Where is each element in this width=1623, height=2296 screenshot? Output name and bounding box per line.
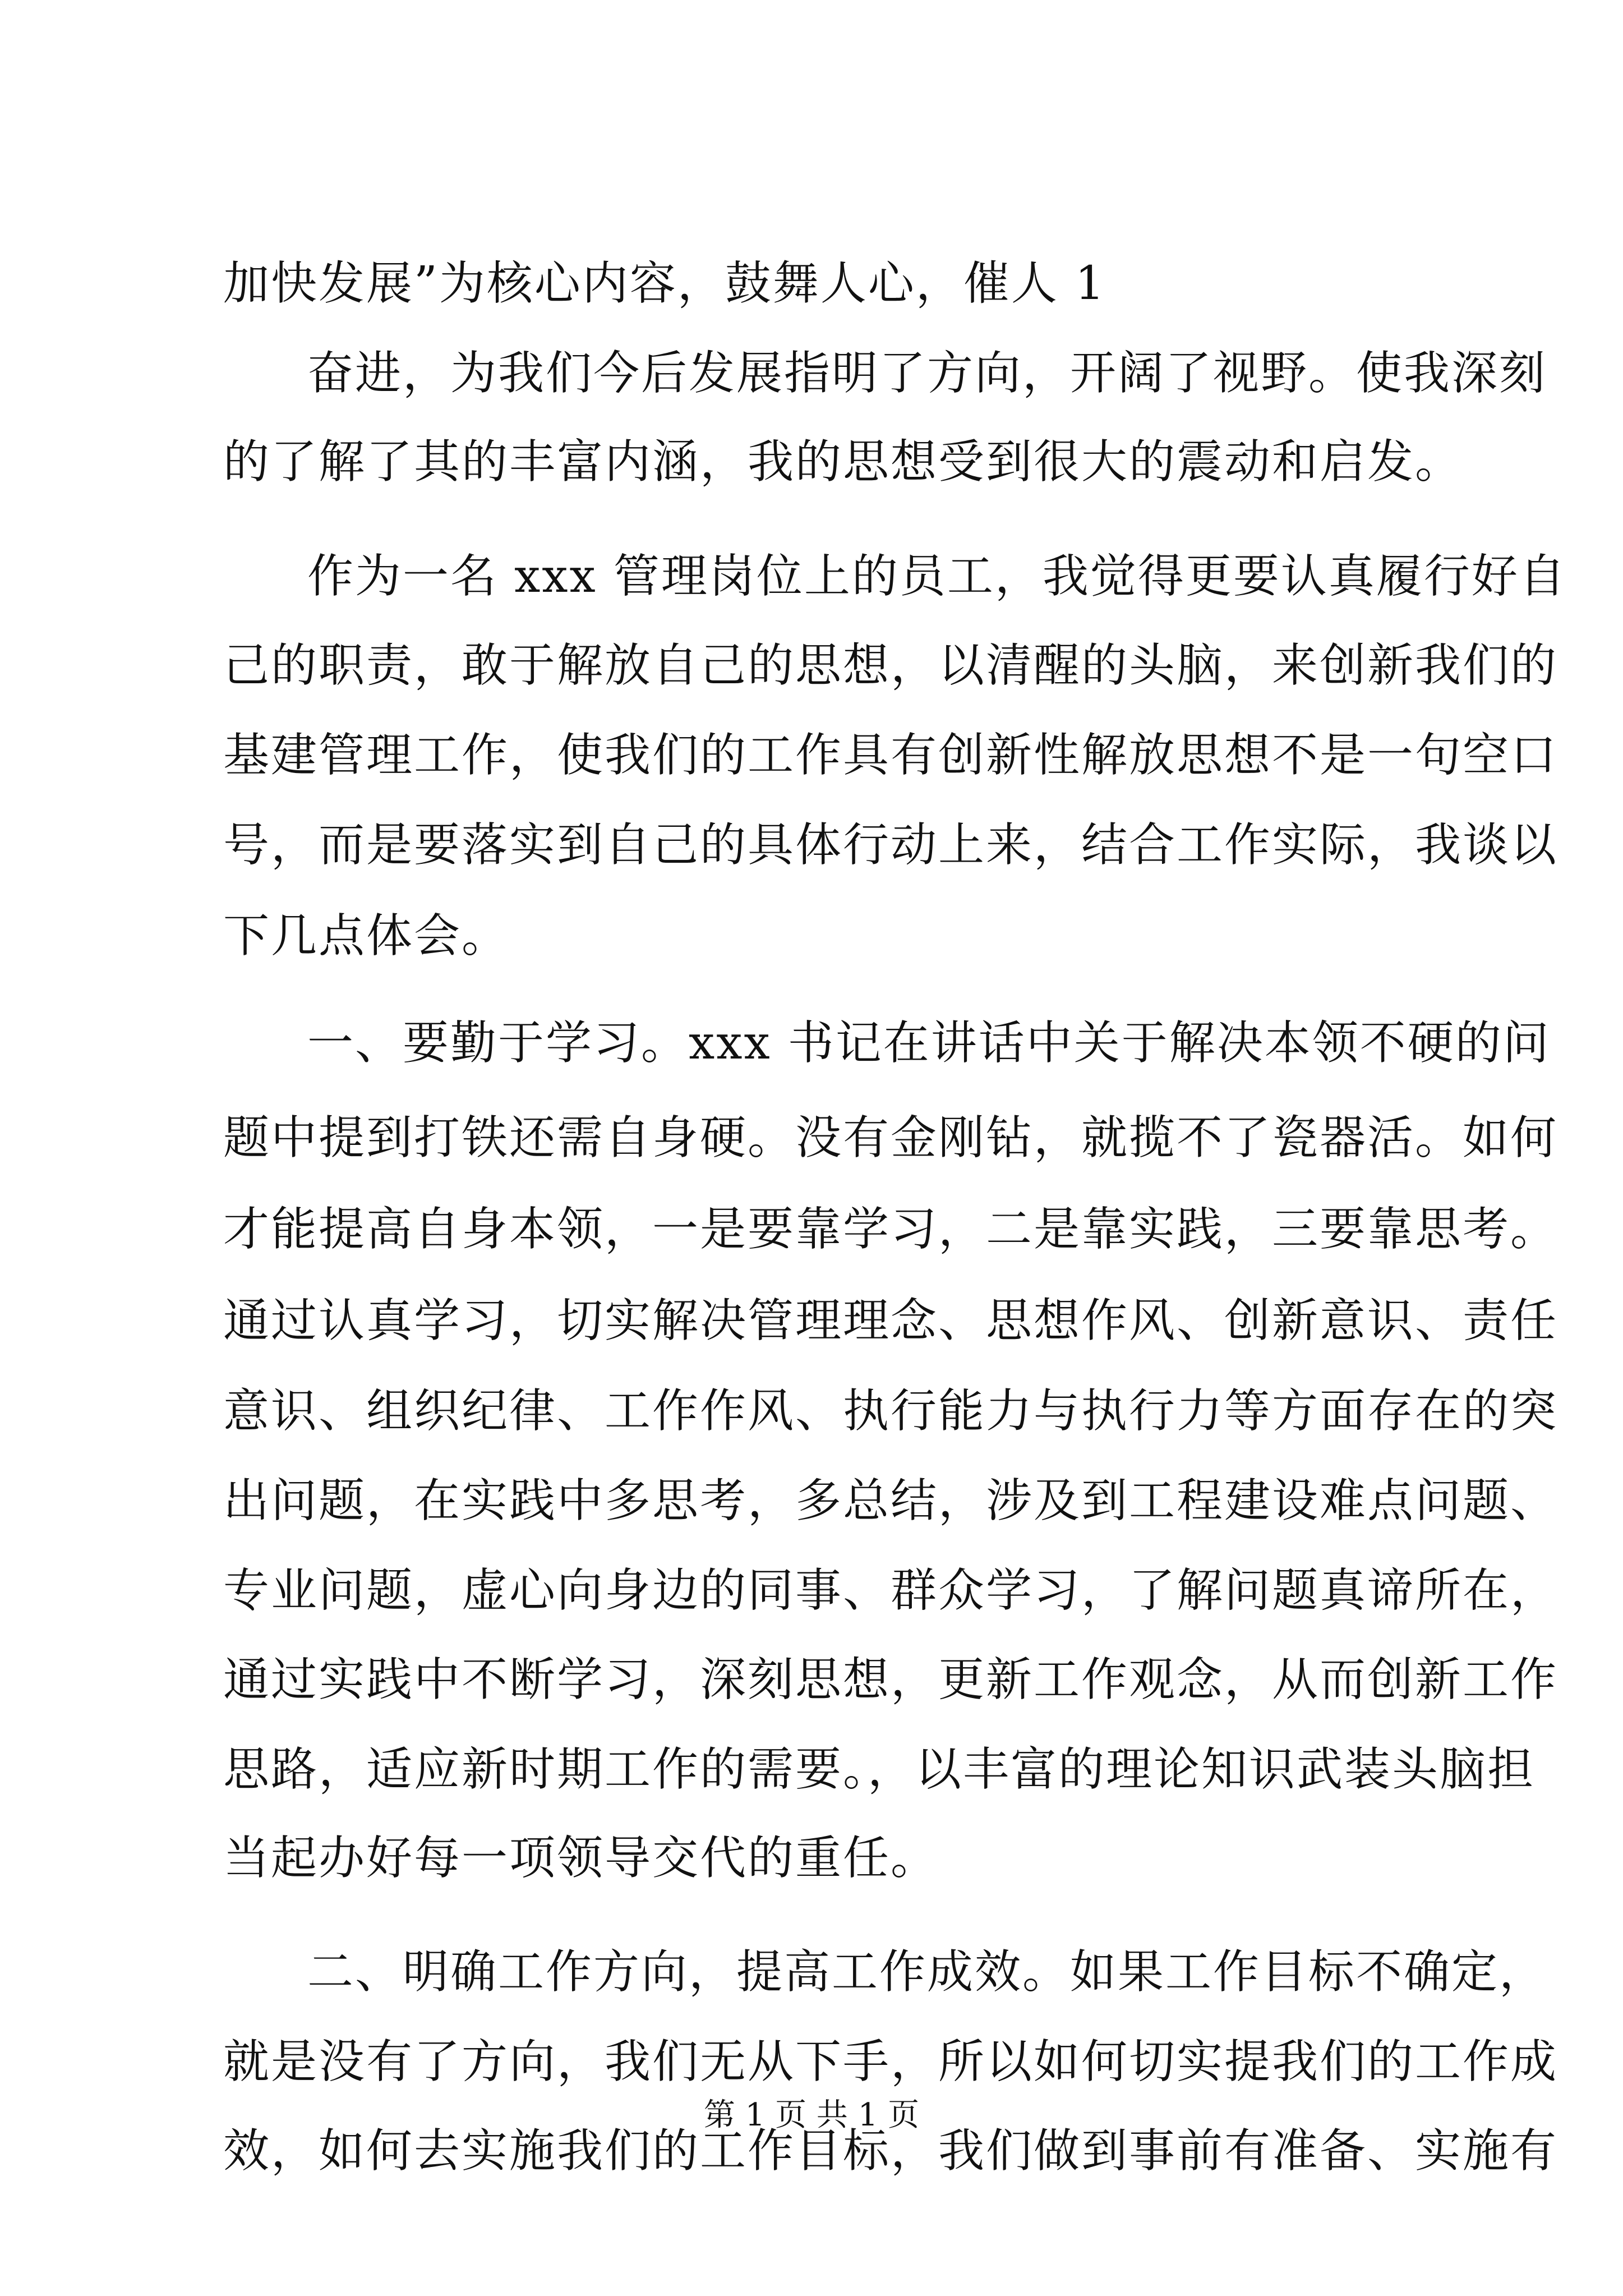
text-line: 基建管理工作，使我们的工作具有创新性解放思想不是一句空口: [223, 729, 1559, 782]
text-line: 就是没有了方向，我们无从下手，所以如何切实提我们的工作成: [223, 2035, 1559, 2088]
text-line: 出问题，在实践中多思考，多总结，涉及到工程建设难点问题、: [223, 1474, 1559, 1527]
text-line: 下几点体会。: [223, 909, 510, 963]
page-number-footer: 第 1 页 共 1 页: [703, 2097, 920, 2133]
text-line: 加快发展”为核心内容，鼓舞人心，催人 1: [223, 257, 1106, 310]
text-line: 一、要勤于学习。xxx 书记在讲话中关于解决本领不硬的问: [307, 1016, 1551, 1070]
text-line: 作为一名 xxx 管理岗位上的员工，我觉得更要认真履行好自: [307, 550, 1567, 603]
text-line: 号，而是要落实到自己的具体行动上来，结合工作实际，我谈以: [223, 818, 1559, 872]
text-line: 专业问题，虚心向身边的同事、群众学习，了解问题真谛所在，: [223, 1564, 1559, 1617]
text-line: 意识、组织纪律、工作作风、执行能力与执行力等方面存在的突: [223, 1384, 1559, 1438]
text-line: 当起办好每一项领导交代的重任。: [223, 1832, 939, 1885]
text-line: 的了解了其的丰富内涵，我的思想受到很大的震动和启发。: [223, 435, 1463, 489]
text-line: 通过实践中不断学习，深刻思想，更新工作观念，从而创新工作: [223, 1653, 1559, 1706]
text-line: 己的职责，敢于解放自己的思想，以清醒的头脑，来创新我们的: [223, 639, 1559, 692]
text-line: 题中提到打铁还需自身硬。没有金刚钻，就揽不了瓷器活。如何: [223, 1111, 1559, 1165]
text-line: 才能提高自身本领，一是要靠学习，二是靠实践，三要靠思考。: [223, 1203, 1559, 1256]
text-line: 效，如何去实施我们的工作目标，我们做到事前有准备、实施有: [223, 2124, 1559, 2178]
text-line: 二、明确工作方向，提高工作成效。如果工作目标不确定，: [307, 1945, 1547, 1999]
text-line: 奋进，为我们今后发展指明了方向，开阔了视野。使我深刻: [307, 347, 1547, 400]
text-line: 思路，适应新时期工作的需要。，以丰富的理论知识武装头脑担: [223, 1743, 1536, 1796]
text-line: 通过认真学习，切实解决管理理念、思想作风、创新意识、责任: [223, 1294, 1559, 1347]
